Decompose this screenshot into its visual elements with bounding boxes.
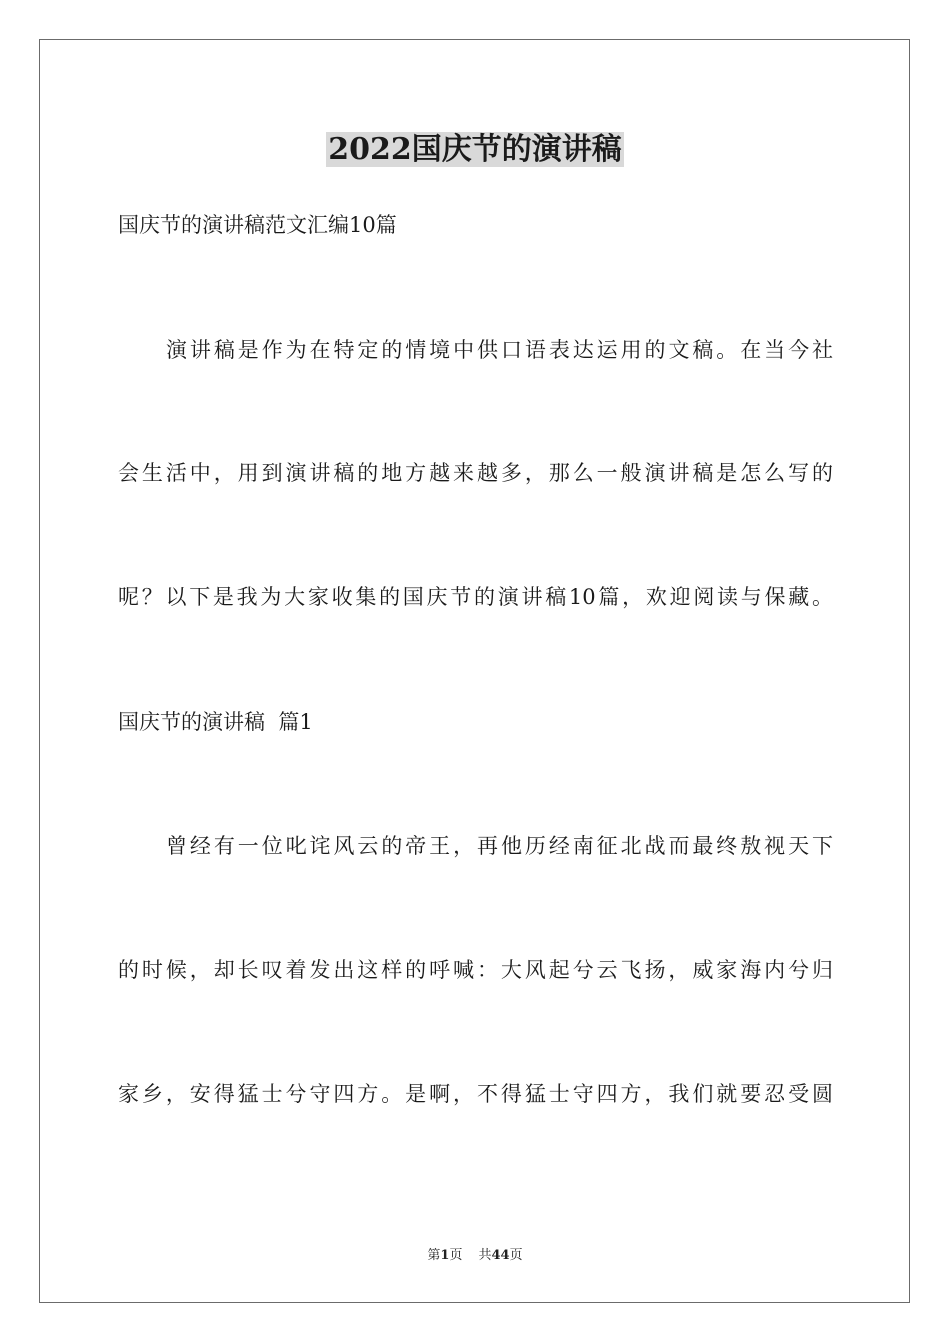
intro-line-1: 演讲稿是作为在特定的情境中供口语表达运用的文稿。在当今社 (166, 338, 833, 362)
body-line-1: 曾经有一位叱诧风云的帝王，再他历经南征北战而最终敖视天下 (166, 834, 833, 858)
intro-line-3: 呢？以下是我为大家收集的国庆节的演讲稿10篇，欢迎阅读与保藏。 (118, 585, 833, 609)
intro-line-2: 会生活中，用到演讲稿的地方越来越多，那么一般演讲稿是怎么写的 (118, 461, 833, 485)
section-heading: 国庆节的演讲稿 篇1 (118, 710, 313, 734)
footer-total-prefix: 共 (478, 1248, 492, 1263)
footer-page-prefix: 第 (427, 1248, 441, 1263)
footer-page-suffix: 页 (449, 1248, 463, 1263)
footer-total-pages: 44 (491, 1248, 510, 1263)
body-line-2: 的时候，却长叹着发出这样的呼喊：大风起兮云飞扬，威家海内兮归 (118, 958, 833, 982)
footer-total-suffix: 页 (509, 1248, 523, 1263)
footer-page-number: 1 (440, 1248, 450, 1263)
page-footer (0, 1247, 950, 1265)
document-title (0, 128, 950, 172)
document-subtitle: 国庆节的演讲稿范文汇编10篇 (118, 213, 397, 237)
body-line-3: 家乡，安得猛士兮守四方。是啊，不得猛士守四方，我们就要忍受圆 (118, 1082, 833, 1106)
document-title-text: 2022国庆节的演讲稿 (328, 132, 622, 167)
